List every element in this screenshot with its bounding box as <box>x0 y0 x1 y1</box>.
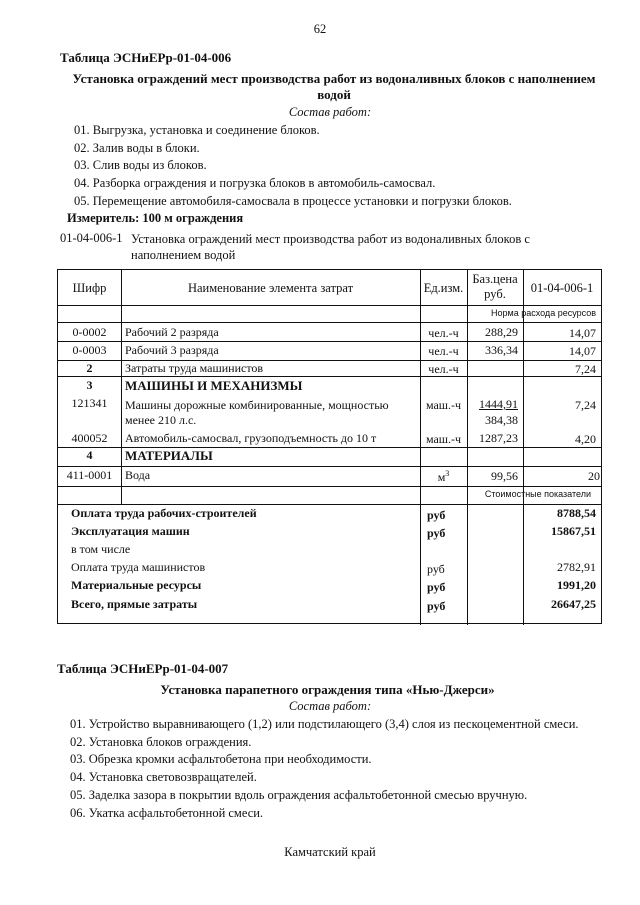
cost-name: Эксплуатация машин <box>71 524 190 538</box>
work-item: 06. Укатка асфальтобетонной смеси. <box>70 806 264 820</box>
norm-label: Норма расхода ресурсов <box>491 308 596 318</box>
work-item: 04. Разборка ограждения и погрузка блоков в автомобиль-самосвал. <box>74 176 436 190</box>
table-heading: Установка ограждений мест производства работ из водоналивных блоков с наполнением водой <box>72 71 596 102</box>
row-unit: маш.-ч <box>425 398 462 412</box>
work-item: 01. Устройство выравнивающего (1,2) или подстилающего (3,4) слоя из пескоцементной смеси. <box>70 717 579 731</box>
row-name: Автомобиль-самосвал, грузоподъемность до 10 т <box>125 431 377 445</box>
row-value: 4,20 <box>575 432 596 446</box>
cost-unit: руб <box>427 580 446 594</box>
cost-unit: руб <box>427 562 445 576</box>
row-price-2: 384,38 <box>485 413 518 427</box>
work-item: 03. Слив воды из блоков. <box>74 158 207 172</box>
cost-unit: руб <box>427 508 446 522</box>
work-item: 05. Перемещение автомобиля-самосвала в процессе установки и погрузки блоков. <box>74 194 512 208</box>
row-value: 7,24 <box>575 362 596 376</box>
row-name: Машины дорожные комбинированные, мощностью <box>125 398 389 412</box>
row-unit: чел.-ч <box>428 326 459 340</box>
norm-table <box>57 269 602 624</box>
row-name: Вода <box>125 468 151 482</box>
row-code: 411-0001 <box>66 468 113 482</box>
cost-name: Оплата труда машинистов <box>71 560 206 574</box>
cost-unit: руб <box>427 599 446 613</box>
cost-name: Материальные ресурсы <box>71 578 202 592</box>
norm-code: 01-04-006-1 <box>60 231 123 245</box>
page-number: 62 <box>313 22 327 36</box>
cost-value: 2782,91 <box>557 560 596 574</box>
meter-label: Измеритель: 100 м ограждения <box>67 211 244 225</box>
cost-name: в том числе <box>71 542 131 556</box>
cost-label: Стоимостные показатели <box>484 489 591 499</box>
header-code: Шифр <box>72 281 107 295</box>
cost-value: 26647,25 <box>551 597 596 611</box>
row-unit: $м^3$ <box>437 469 450 484</box>
section-title: МАТЕРИАЛЫ <box>125 448 213 463</box>
row-price: 1287,23 <box>479 431 518 445</box>
row-value: 7,24 <box>575 398 596 412</box>
row-price: 1444,91 <box>479 397 518 411</box>
cost-name: Оплата труда рабочих-строителей <box>71 506 257 520</box>
row-code: 121341 <box>71 396 108 410</box>
cost-value: 1991,20 <box>557 578 596 592</box>
page-footer: Камчатский край <box>284 845 376 859</box>
work-item: 05. Заделка зазора в покрытии вдоль ограждения асфальтобетонной смесью вручную. <box>70 788 528 802</box>
composition-label: Состав работ: <box>288 105 372 119</box>
header-name: Наименование элемента затрат <box>187 281 354 295</box>
cost-value: 15867,51 <box>551 524 596 538</box>
row-code: 400052 <box>71 431 108 445</box>
row-code: 2 <box>86 361 93 375</box>
cost-value: 8788,54 <box>557 506 596 520</box>
row-code: 0-0002 <box>72 325 107 339</box>
cost-unit: руб <box>427 526 446 540</box>
row-name: Рабочий 2 разряда <box>125 325 219 339</box>
row-unit: маш.-ч <box>425 432 462 446</box>
work-item: 04. Установка световозвращателей. <box>70 770 257 784</box>
row-value: 14,07 <box>569 326 596 340</box>
section-code: 3 <box>86 378 93 392</box>
row-unit: чел.-ч <box>428 344 459 358</box>
row-value: 14,07 <box>569 344 596 358</box>
header-norm: 01-04-006-1 <box>530 281 594 295</box>
header-unit: Ед.изм. <box>423 281 464 295</box>
table-heading: Установка парапетного ограждения типа «Нью-Джерси» <box>160 682 495 697</box>
row-price: 99,56 <box>491 469 518 483</box>
row-value: 20 <box>588 469 600 483</box>
row-name: Рабочий 3 разряда <box>125 343 219 357</box>
row-price: 336,34 <box>485 343 518 357</box>
header-price: Баз.цена руб. <box>472 272 518 301</box>
work-item: 03. Обрезка кромки асфальтобетона при необходимости. <box>70 752 372 766</box>
work-item: 02. Залив воды в блоки. <box>74 141 200 155</box>
cost-name: Всего, прямые затраты <box>71 597 198 611</box>
composition-label: Состав работ: <box>288 699 372 713</box>
work-item: 01. Выгрузка, установка и соединение блоков. <box>74 123 320 137</box>
row-name-cont: менее 210 л.с. <box>125 413 197 427</box>
table-title: Таблица ЭСНиЕРр-01-04-007 <box>57 661 229 676</box>
work-item: 02. Установка блоков ограждения. <box>70 735 252 749</box>
norm-description: Установка ограждений мест производства работ из водоналивных блоков с наполнением водой <box>131 232 530 262</box>
section-title: МАШИНЫ И МЕХАНИЗМЫ <box>125 378 303 393</box>
row-name: Затраты труда машинистов <box>125 361 264 375</box>
row-price: 288,29 <box>485 325 518 339</box>
section-code: 4 <box>86 448 93 462</box>
table-title: Таблица ЭСНиЕРр-01-04-006 <box>60 50 232 65</box>
row-code: 0-0003 <box>72 343 107 357</box>
row-unit: чел.-ч <box>428 362 459 376</box>
